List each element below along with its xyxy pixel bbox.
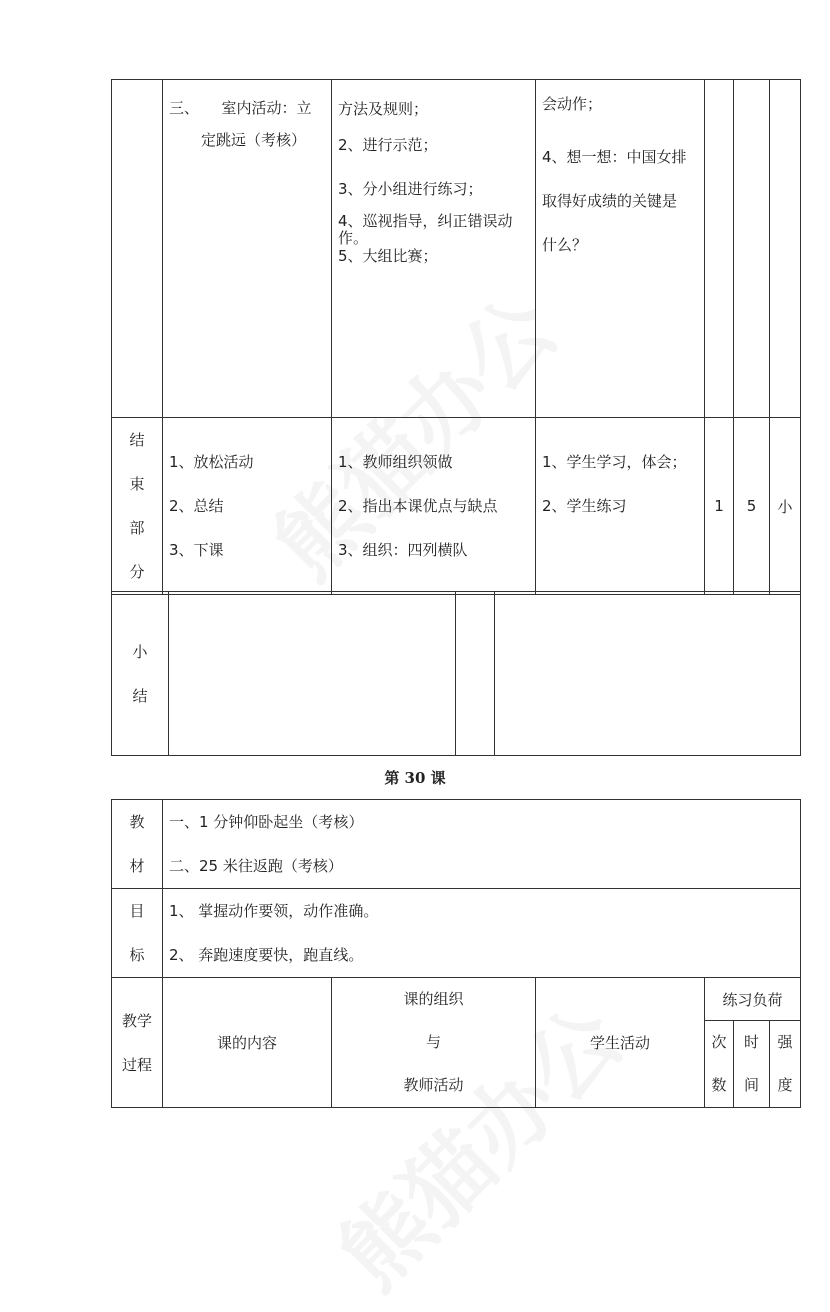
- goals-label-cell: [112, 889, 163, 978]
- lesson-title: 第 30 课: [384, 769, 446, 787]
- student-activity-line: 会动作；: [542, 95, 603, 113]
- intensity-header-char: 强: [777, 1033, 793, 1051]
- lesson30-table: [111, 799, 801, 1108]
- ending-content-line: 2、总结: [169, 497, 224, 515]
- process-header: [112, 978, 163, 1108]
- process-header-line: 过程: [121, 1055, 152, 1074]
- organization-header-line: 教师活动: [403, 1076, 464, 1094]
- materials-label-char: 教: [129, 813, 145, 831]
- ending-label-char: 束: [129, 475, 145, 493]
- ending-student-line: 2、学生练习: [542, 497, 627, 515]
- ending-organization-line: 2、指出本课优点与缺点: [338, 497, 498, 515]
- ending-count-cell: 1: [705, 418, 734, 595]
- content-cell: [163, 80, 332, 418]
- ending-content-line: 1、放松活动: [169, 453, 254, 471]
- count-header: [705, 1021, 734, 1108]
- goal-item: 2、 奔跑速度要快，跑直线。: [169, 946, 364, 964]
- summary-label-cell: [112, 592, 169, 756]
- summary-label-char: 小: [132, 642, 148, 661]
- organization-line: 4、巡视指导，纠正错误动: [338, 212, 513, 230]
- organization-cell: [332, 80, 536, 418]
- load-header: 练习负荷: [705, 978, 801, 1021]
- intensity-header-char: 度: [777, 1076, 793, 1094]
- organization-line: 作。: [338, 229, 369, 247]
- organization-line: 方法及规则；: [338, 100, 429, 118]
- time-header: [734, 1021, 770, 1108]
- content-line: 三、 室内活动：立: [169, 99, 312, 117]
- goals-label-char: 标: [129, 946, 145, 964]
- materials-cell: [163, 800, 801, 889]
- ending-label-char: 分: [129, 563, 145, 581]
- student-activity-line: 什么？: [542, 236, 588, 254]
- ending-label-cell: [112, 418, 163, 595]
- summary-blank-cell: [456, 592, 495, 756]
- ending-student-activity-cell: [536, 418, 705, 595]
- summary-notes-cell: [495, 592, 801, 756]
- summary-label-char: 结: [132, 686, 148, 705]
- section-label-cell: [112, 80, 163, 418]
- time-header-char: 时: [743, 1033, 759, 1051]
- materials-label-cell: [112, 800, 163, 889]
- activity-row: [112, 80, 801, 418]
- organization-line: 3、分小组进行练习；: [338, 180, 483, 198]
- goals-label-char: 目: [129, 902, 145, 920]
- organization-line: 2、进行示范；: [338, 136, 438, 154]
- material-item: 一、1 分钟仰卧起坐（考核）: [169, 813, 364, 831]
- student-activity-line: 4、想一想：中国女排: [542, 148, 687, 166]
- goals-row: [112, 889, 801, 978]
- lesson-table-continued: [111, 79, 801, 595]
- organization-header-line: 课的组织: [403, 990, 464, 1008]
- materials-row: [112, 800, 801, 889]
- summary-table: [111, 591, 801, 756]
- count-header-char: 次: [711, 1033, 727, 1051]
- student-activity-header: 学生活动: [536, 978, 705, 1108]
- content-header: 课的内容: [163, 978, 332, 1108]
- materials-label-char: 材: [129, 857, 145, 875]
- summary-text-cell: [169, 592, 456, 756]
- organization-line: 5、大组比赛；: [338, 247, 438, 265]
- ending-student-line: 1、学生学习，体会；: [542, 453, 687, 471]
- intensity-cell: [770, 80, 801, 418]
- process-header-line: 教学: [121, 1011, 152, 1030]
- student-activity-line: 取得好成绩的关键是: [542, 192, 678, 210]
- goals-cell: [163, 889, 801, 978]
- material-item: 二、25 米往返跑（考核）: [169, 857, 343, 875]
- ending-time-cell: 5: [734, 418, 770, 595]
- ending-organization-line: 3、组织：四列横队: [338, 541, 468, 559]
- ending-label-char: 结: [129, 431, 145, 449]
- ending-content-line: 3、下课: [169, 541, 224, 559]
- ending-content-cell: [163, 418, 332, 595]
- content-line: 定跳远（考核）: [201, 130, 307, 149]
- organization-header-line: 与: [425, 1033, 441, 1051]
- time-cell: [734, 80, 770, 418]
- count-cell: [705, 80, 734, 418]
- count-header-char: 数: [711, 1076, 727, 1094]
- header-row-1: [112, 978, 801, 1021]
- ending-organization-cell: [332, 418, 536, 595]
- spacer: [542, 528, 704, 572]
- ending-intensity-cell: 小: [770, 418, 801, 595]
- organization-header: [332, 978, 536, 1108]
- ending-label-char: 部: [129, 519, 145, 537]
- ending-row: [112, 418, 801, 595]
- time-header-char: 间: [743, 1076, 759, 1094]
- goal-item: 1、 掌握动作要领，动作准确。: [169, 902, 379, 920]
- student-activity-cell: [536, 80, 705, 418]
- ending-organization-line: 1、教师组织领做: [338, 453, 453, 471]
- intensity-header: [770, 1021, 801, 1108]
